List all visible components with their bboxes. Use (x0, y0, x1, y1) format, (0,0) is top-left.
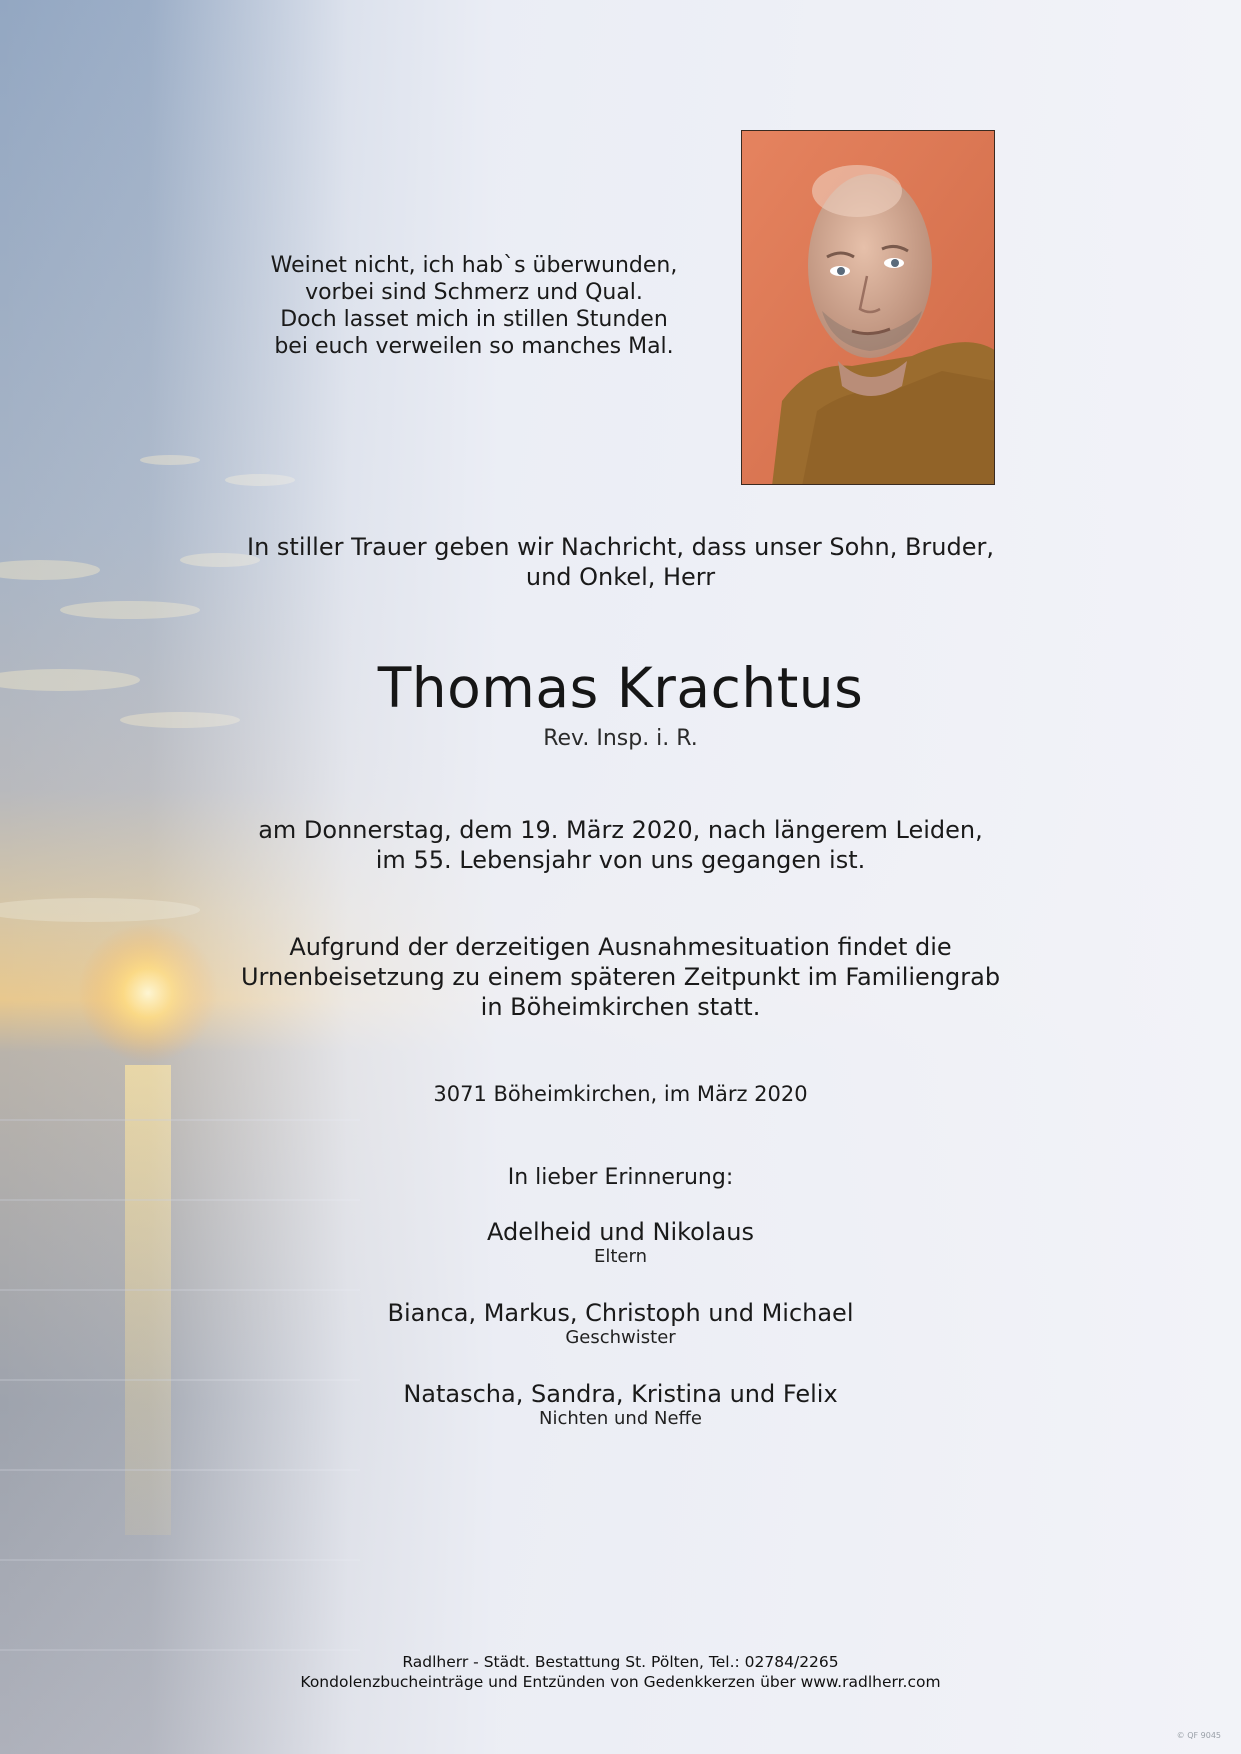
family-group (0, 1218, 1241, 1268)
funeral-line: Urnenbeisetzung zu einem späteren Zeitpunkt im Familiengrab (240, 963, 1001, 991)
footer-website-note: Kondolenzbucheinträge und Entzünden von Gedenkkerzen über www.radlherr.com (300, 1673, 941, 1691)
family-names: Bianca, Markus, Christoph und Michael (387, 1299, 854, 1327)
family-relation: Geschwister (565, 1327, 676, 1348)
deceased-name: Thomas Krachtus (377, 656, 864, 720)
watermark: © QF 9045 (1176, 1731, 1221, 1740)
memorial-poem (224, 252, 724, 360)
family-relation: Eltern (594, 1246, 647, 1267)
family-names: Adelheid und Nikolaus (487, 1218, 754, 1246)
funeral-info (0, 932, 1241, 1022)
portrait-photo-icon (742, 131, 995, 485)
family-group (0, 1380, 1241, 1430)
death-line: im 55. Lebensjahr von uns gegangen ist. (375, 846, 866, 874)
family-group (0, 1299, 1241, 1349)
death-notice (0, 815, 1241, 875)
intro-line: In stiller Trauer geben wir Nachricht, dass unser Sohn, Bruder, (247, 533, 994, 561)
deceased-title: Rev. Insp. i. R. (543, 726, 698, 751)
poem-line: Doch lasset mich in stillen Stunden (280, 307, 668, 332)
family-names: Natascha, Sandra, Kristina und Felix (403, 1380, 838, 1408)
portrait-photo (741, 130, 995, 485)
memory-heading: In lieber Erinnerung: (507, 1165, 734, 1190)
funeral-line: in Böheimkirchen statt. (480, 993, 761, 1021)
death-line: am Donnerstag, dem 19. März 2020, nach längerem Leiden, (258, 816, 983, 844)
funeral-home-footer (0, 1652, 1241, 1692)
funeral-line: Aufgrund der derzeitigen Ausnahmesituation findet die (289, 933, 952, 961)
intro-line: und Onkel, Herr (525, 563, 716, 591)
place-date: 3071 Böheimkirchen, im März 2020 (433, 1082, 808, 1106)
poem-line: bei euch verweilen so manches Mal. (274, 334, 674, 359)
footer-contact: Radlherr - Städt. Bestattung St. Pölten, Tel.: 02784/2265 (402, 1653, 839, 1671)
family-relation: Nichten und Neffe (538, 1408, 702, 1429)
poem-line: vorbei sind Schmerz und Qual. (305, 280, 643, 305)
announcement-intro (0, 532, 1241, 592)
poem-line: Weinet nicht, ich hab`s überwunden, (270, 253, 678, 278)
